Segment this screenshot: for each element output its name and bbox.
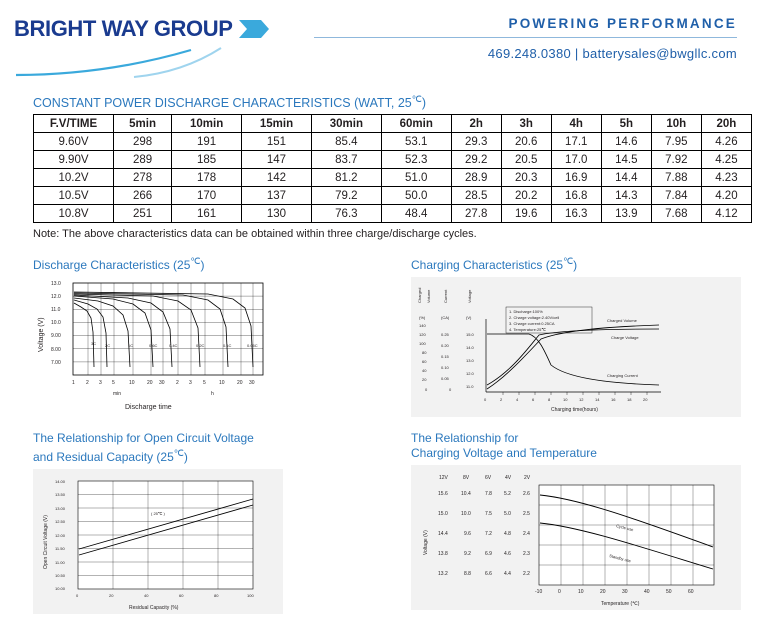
svg-text:14: 14 [595, 397, 600, 403]
cell: 14.6 [601, 133, 651, 151]
chart-title [33, 431, 403, 465]
svg-text:3. Charge current:0.25CA: 3. Charge current:0.25CA [509, 321, 555, 327]
cell: 151 [242, 133, 312, 151]
svg-text:Discharge time: Discharge time [125, 404, 172, 412]
chart-title-unit: ℃ [173, 448, 184, 459]
svg-text:140: 140 [419, 323, 426, 329]
chart-charging-characteristics [411, 254, 765, 417]
svg-text:Charged Volume: Charged Volume [607, 318, 637, 324]
cell: 289 [114, 151, 172, 169]
chart-title-unit: ℃ [190, 256, 201, 267]
svg-text:0: 0 [449, 387, 452, 393]
svg-text:5.2: 5.2 [504, 491, 511, 498]
cell: 4.23 [701, 169, 751, 187]
cell: 52.3 [381, 151, 451, 169]
svg-text:20: 20 [109, 593, 114, 599]
cell: 79.2 [311, 187, 381, 205]
chart-title-end: ) [183, 450, 188, 465]
svg-text:8V: 8V [463, 475, 470, 482]
logo [14, 10, 314, 42]
header-divider [314, 37, 737, 38]
svg-text:Volume: Volume [426, 289, 431, 304]
svg-text:12.00: 12.00 [55, 533, 66, 539]
cell: 7.84 [651, 187, 701, 205]
curve-label: 0.2C [196, 343, 205, 349]
svg-text:8: 8 [548, 397, 551, 403]
cell: 130 [242, 205, 312, 223]
tagline: POWERING PERFORMANCE [508, 16, 737, 31]
svg-text:min: min [113, 391, 122, 398]
cvt-plot [411, 465, 741, 610]
cell: 278 [114, 169, 172, 187]
svg-text:60: 60 [688, 589, 694, 596]
svg-text:30: 30 [249, 380, 255, 387]
svg-text:40: 40 [644, 589, 650, 596]
table-row [34, 151, 752, 169]
cell: 178 [172, 169, 242, 187]
svg-text:5: 5 [203, 380, 206, 387]
svg-text:0.15: 0.15 [441, 354, 449, 360]
page-header [0, 0, 765, 88]
power-table-title-unit: ℃ [411, 94, 422, 104]
svg-text:18: 18 [627, 397, 632, 403]
svg-text:2.6: 2.6 [523, 491, 530, 498]
svg-text:(%): (%) [419, 315, 426, 321]
cell: 14.4 [601, 169, 651, 187]
cell: 185 [172, 151, 242, 169]
svg-text:50: 50 [666, 589, 672, 596]
svg-text:80: 80 [422, 350, 427, 356]
svg-text:12.0: 12.0 [466, 371, 474, 377]
svg-text:4.6: 4.6 [504, 551, 511, 558]
col-header: 5min [114, 115, 172, 133]
svg-text:5: 5 [112, 380, 115, 387]
svg-text:0.25: 0.25 [441, 332, 449, 338]
curve-label: 0.1C [223, 343, 232, 349]
svg-text:Temperature (℃): Temperature (℃) [601, 601, 640, 608]
header-right [314, 10, 751, 61]
cell: 27.8 [451, 205, 501, 223]
chart-title-line2: and Residual Capacity (25 [33, 450, 174, 465]
svg-text:40: 40 [422, 368, 427, 374]
cell: 83.7 [311, 151, 381, 169]
svg-text:30: 30 [159, 380, 165, 387]
cell: 4.26 [701, 133, 751, 151]
svg-text:8.00: 8.00 [51, 347, 61, 354]
svg-text:4: 4 [516, 397, 519, 403]
cell: 298 [114, 133, 172, 151]
table-row [34, 169, 752, 187]
col-header: 10min [172, 115, 242, 133]
svg-text:20: 20 [600, 589, 606, 596]
table-row [34, 133, 752, 151]
logo-wordmark: BRIGHT WAY GROUP [14, 16, 233, 41]
cell: 29.2 [451, 151, 501, 169]
svg-text:Residual Capacity (%): Residual Capacity (%) [129, 605, 179, 612]
cell: 48.4 [381, 205, 451, 223]
svg-text:10.00: 10.00 [55, 586, 66, 592]
svg-text:2.4: 2.4 [523, 531, 530, 538]
svg-text:13.0: 13.0 [51, 281, 61, 288]
curve-label: 0.4C [169, 343, 178, 349]
cell: 53.1 [381, 133, 451, 151]
cell: 85.4 [311, 133, 381, 151]
cell: 76.3 [311, 205, 381, 223]
table-header-row [34, 115, 752, 133]
chart-charging-voltage-temperature [411, 431, 765, 614]
ocv-plot [33, 469, 283, 614]
svg-text:14.00: 14.00 [55, 479, 66, 485]
svg-text:6V: 6V [485, 475, 492, 482]
cell: 266 [114, 187, 172, 205]
chart-title-unit: ℃ [563, 256, 574, 267]
cell: 50.0 [381, 187, 451, 205]
col-header: 15min [242, 115, 312, 133]
cell: 9.60V [34, 133, 114, 151]
col-header: 20h [701, 115, 751, 133]
cell: 13.9 [601, 205, 651, 223]
svg-text:12V: 12V [439, 475, 448, 482]
svg-text:11.0: 11.0 [466, 384, 474, 390]
svg-text:Charge Voltage: Charge Voltage [611, 335, 639, 341]
svg-text:12.50: 12.50 [55, 519, 66, 525]
svg-text:2: 2 [176, 380, 179, 387]
svg-text:13.2: 13.2 [438, 571, 448, 578]
svg-text:10: 10 [219, 380, 225, 387]
svg-text:60: 60 [179, 593, 184, 599]
curve-label: 2C [105, 343, 111, 349]
cell: 4.25 [701, 151, 751, 169]
svg-text:2V: 2V [524, 475, 531, 482]
svg-text:9.2: 9.2 [464, 551, 471, 558]
cell: 16.3 [551, 205, 601, 223]
svg-text:0.10: 0.10 [441, 365, 449, 371]
col-header: 3h [501, 115, 551, 133]
svg-text:80: 80 [214, 593, 219, 599]
svg-text:40: 40 [144, 593, 149, 599]
svg-text:15.6: 15.6 [438, 491, 448, 498]
cell: 28.9 [451, 169, 501, 187]
svg-text:Charged: Charged [417, 287, 422, 304]
svg-text:Charging Current: Charging Current [607, 373, 638, 379]
cell: 170 [172, 187, 242, 205]
svg-text:20: 20 [643, 397, 648, 403]
cell: 29.3 [451, 133, 501, 151]
svg-text:Charging time(hours): Charging time(hours) [551, 407, 598, 414]
col-header: 2h [451, 115, 501, 133]
svg-text:10.4: 10.4 [461, 491, 471, 498]
chart-title-end: ) [200, 258, 205, 273]
table-row [34, 187, 752, 205]
cell: 14.5 [601, 151, 651, 169]
svg-text:20: 20 [147, 380, 153, 387]
arrow-right-icon [239, 18, 269, 40]
svg-text:10: 10 [578, 589, 584, 596]
svg-text:6.6: 6.6 [485, 571, 492, 578]
cell: 9.90V [34, 151, 114, 169]
curve-label: 0.6C [149, 343, 158, 349]
table-row [34, 205, 752, 223]
svg-text:Voltage (V): Voltage (V) [423, 530, 429, 556]
svg-text:16: 16 [611, 397, 616, 403]
logo-swoosh [16, 44, 316, 78]
svg-text:(V): (V) [466, 315, 472, 321]
svg-text:2: 2 [86, 380, 89, 387]
svg-text:0: 0 [425, 387, 428, 393]
chart-title [411, 431, 765, 461]
chart-title-line2: Charging Voltage and Temperature [411, 446, 597, 461]
svg-text:11.0: 11.0 [51, 307, 61, 314]
svg-text:13.8: 13.8 [438, 551, 448, 558]
contact-info: 469.248.0380 | batterysales@bwgllc.com [487, 46, 737, 61]
cell: 4.20 [701, 187, 751, 205]
svg-text:11.50: 11.50 [55, 546, 65, 552]
cell: 20.5 [501, 151, 551, 169]
svg-text:0.05: 0.05 [441, 376, 449, 382]
svg-text:6.9: 6.9 [485, 551, 492, 558]
svg-text:100: 100 [419, 341, 426, 347]
svg-text:4V: 4V [505, 475, 512, 482]
svg-text:8.8: 8.8 [464, 571, 471, 578]
svg-text:4.4: 4.4 [504, 571, 511, 578]
svg-text:1. Discharge:100%: 1. Discharge:100% [509, 309, 543, 315]
svg-text:10: 10 [129, 380, 135, 387]
cell: 20.6 [501, 133, 551, 151]
power-table-wrap [0, 114, 765, 223]
cell: 16.8 [551, 187, 601, 205]
cell: 17.1 [551, 133, 601, 151]
col-header: 4h [551, 115, 601, 133]
cell: 17.0 [551, 151, 601, 169]
svg-text:2. Charge voltage:2.40V/cell: 2. Charge voltage:2.40V/cell [509, 315, 560, 321]
cell: 7.88 [651, 169, 701, 187]
svg-text:13.00: 13.00 [55, 506, 66, 512]
svg-text:0: 0 [558, 589, 561, 596]
svg-text:Cycle use: Cycle use [615, 523, 635, 533]
svg-text:6: 6 [532, 397, 535, 403]
logo-text [14, 16, 314, 42]
svg-text:13.0: 13.0 [466, 358, 474, 364]
chart-title-text: Discharge Characteristics (25 [33, 258, 191, 273]
svg-text:3: 3 [99, 380, 102, 387]
svg-text:-10: -10 [535, 589, 543, 596]
power-table-title [33, 94, 765, 110]
curve-label: 1C [128, 343, 134, 349]
cell: 137 [242, 187, 312, 205]
svg-text:3: 3 [189, 380, 192, 387]
cell: 147 [242, 151, 312, 169]
svg-text:15.0: 15.0 [466, 332, 474, 338]
chart-title-line1: The Relationship for Open Circuit Voltage [33, 431, 254, 446]
svg-text:4.8: 4.8 [504, 531, 511, 538]
table-note: Note: The above characteristics data can be obtained within three charge/discharge cycles. [33, 228, 477, 241]
cell: 81.2 [311, 169, 381, 187]
svg-text:Open Circuit Voltage (V): Open Circuit Voltage (V) [43, 515, 49, 570]
svg-text:14.0: 14.0 [466, 345, 474, 351]
chart-ocv-residual-capacity [33, 431, 403, 614]
svg-text:9.6: 9.6 [464, 531, 471, 538]
charging-plot [411, 277, 741, 417]
svg-text:Standby use: Standby use [608, 553, 632, 564]
col-header: 60min [381, 115, 451, 133]
svg-text:4. Temperature:25℃: 4. Temperature:25℃ [509, 327, 546, 333]
svg-text:( 25℃ ): ( 25℃ ) [151, 511, 165, 517]
svg-text:2.2: 2.2 [523, 571, 530, 578]
svg-text:7.8: 7.8 [485, 491, 492, 498]
curve-label: 0.05C [247, 343, 258, 349]
svg-text:7.5: 7.5 [485, 511, 492, 518]
chart-discharge-characteristics [33, 254, 403, 417]
svg-text:(CA): (CA) [441, 315, 450, 321]
power-table-title-end: ) [421, 96, 427, 111]
svg-text:9.00: 9.00 [51, 333, 61, 340]
col-header: 30min [311, 115, 381, 133]
chart-title [33, 254, 403, 273]
col-header: 10h [651, 115, 701, 133]
svg-text:0: 0 [76, 593, 79, 599]
svg-text:Voltage (V): Voltage (V) [38, 317, 45, 353]
svg-text:12.0: 12.0 [51, 294, 61, 301]
svg-text:Voltage: Voltage [467, 289, 472, 304]
svg-text:11.00: 11.00 [55, 560, 65, 566]
svg-text:12: 12 [579, 397, 584, 403]
svg-text:10.50: 10.50 [55, 573, 66, 579]
svg-text:20: 20 [237, 380, 243, 387]
svg-text:0: 0 [484, 397, 487, 403]
svg-text:7.00: 7.00 [51, 360, 61, 367]
cell: 20.3 [501, 169, 551, 187]
cell: 251 [114, 205, 172, 223]
svg-text:20: 20 [422, 377, 427, 383]
svg-text:13.50: 13.50 [55, 492, 66, 498]
power-table-title-text: CONSTANT POWER DISCHARGE CHARACTERISTICS (WATT, 25 [33, 96, 412, 111]
power-discharge-table [33, 114, 752, 223]
cell: 28.5 [451, 187, 501, 205]
col-header: F.V/TIME [34, 115, 114, 133]
chart-title-text: Charging Characteristics (25 [411, 258, 564, 273]
cell: 16.9 [551, 169, 601, 187]
svg-text:0.20: 0.20 [441, 343, 449, 349]
svg-text:120: 120 [419, 332, 426, 338]
cell: 4.12 [701, 205, 751, 223]
curve-label: 3C [91, 341, 97, 347]
svg-text:10: 10 [563, 397, 568, 403]
cell: 161 [172, 205, 242, 223]
svg-text:5.0: 5.0 [504, 511, 511, 518]
cell: 10.2V [34, 169, 114, 187]
svg-text:7.2: 7.2 [485, 531, 492, 538]
chart-title [411, 254, 765, 273]
cell: 10.8V [34, 205, 114, 223]
svg-text:30: 30 [622, 589, 628, 596]
svg-text:h: h [211, 391, 214, 398]
svg-text:Current: Current [443, 289, 448, 304]
discharge-plot [33, 277, 283, 417]
svg-text:1: 1 [72, 380, 75, 387]
cell: 142 [242, 169, 312, 187]
svg-text:10.0: 10.0 [461, 511, 471, 518]
charts-grid [0, 254, 765, 614]
cell: 7.92 [651, 151, 701, 169]
svg-text:2: 2 [500, 397, 503, 403]
cell: 14.3 [601, 187, 651, 205]
svg-text:15.0: 15.0 [438, 511, 448, 518]
cell: 51.0 [381, 169, 451, 187]
cell: 191 [172, 133, 242, 151]
svg-text:100: 100 [247, 593, 254, 599]
svg-text:60: 60 [422, 359, 427, 365]
col-header: 5h [601, 115, 651, 133]
cell: 19.6 [501, 205, 551, 223]
svg-text:14.4: 14.4 [438, 531, 448, 538]
cell: 10.5V [34, 187, 114, 205]
chart-title-line1: The Relationship for [411, 431, 519, 446]
cell: 7.95 [651, 133, 701, 151]
cell: 7.68 [651, 205, 701, 223]
cell: 20.2 [501, 187, 551, 205]
chart-title-end: ) [573, 258, 578, 273]
svg-text:2.3: 2.3 [523, 551, 530, 558]
svg-text:10.0: 10.0 [51, 320, 61, 327]
svg-text:2.5: 2.5 [523, 511, 530, 518]
